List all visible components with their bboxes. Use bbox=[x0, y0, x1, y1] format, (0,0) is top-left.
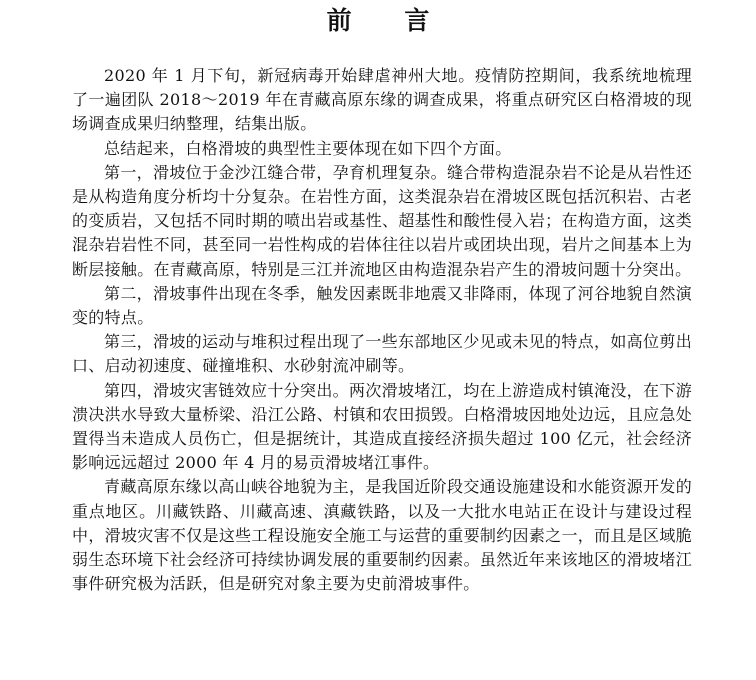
paragraph-second-point: 第二，滑坡事件出现在冬季，触发因素既非地震又非降雨，体现了河谷地貌自然演变的特点。 bbox=[72, 283, 692, 328]
paragraph-third-point: 第三，滑坡的运动与堆积过程出现了一些东部地区少见或未见的特点，如高位剪出口、启动初速度、碰撞堆积、水砂射流冲刷等。 bbox=[72, 332, 692, 376]
page-title: 前 言 bbox=[326, 6, 452, 35]
paragraph-summary: 总结起来，白格滑坡的典型性主要体现在如下四个方面。 bbox=[104, 138, 512, 158]
body-text bbox=[72, 64, 692, 596]
paragraph-context: 青藏高原东缘以高山峡谷地貌为主，是我国近阶段交通设施建设和水能资源开发的重点地区。川藏铁路、川藏高速、滇藏铁路，以及一大批水电站正在设计与建设过程中，滑坡灾害不仅是这些工程设施安全施工与运营的重要制约因素之一，而且是区域脆弱生态环境下社会经济可持续协调发展的重要制约因素。虽然近年来该地区的滑坡堵江事件研究极为活跃，但是研究对象主要为史前滑坡事件。 bbox=[72, 477, 692, 594]
paragraph-intro: 2020 年 1 月下旬，新冠病毒开始肆虐神州大地。疫情防控期间，我系统地梳理了一遍团队 2018～2019 年在青藏高原东缘的调查成果，将重点研究区白格滑坡的现场调查成果归纳整理，结集出版。 bbox=[72, 66, 692, 134]
paragraph-fourth-point: 第四，滑坡灾害链效应十分突出。两次滑坡堵江，均在上游造成村镇淹没，在下游溃决洪水导致大量桥梁、沿江公路、村镇和农田损毁。白格滑坡因地处边远，且应急处置得当未造成人员伤亡，但是据统计，其造成直接经济损失超过 100 亿元，社会经济影响远远超过 2000 年 4 月的易贡滑坡堵江事件。 bbox=[72, 380, 692, 473]
paragraph-first-point: 第一，滑坡位于金沙江缝合带，孕育机理复杂。缝合带构造混杂岩不论是从岩性还是从构造角度分析均十分复杂。在岩性方面，这类混杂岩在滑坡区既包括沉积岩、古老的变质岩，又包括不同时期的喷出岩或基性、超基性和酸性侵入岩；在构造方面，这类混杂岩岩性不同，甚至同一岩性构成的岩体往往以岩片或团块出现，岩片之间基本上为断层接触。在青藏高原，特别是三江并流地区由构造混杂岩产生的滑坡问题十分突出。 bbox=[72, 162, 692, 279]
